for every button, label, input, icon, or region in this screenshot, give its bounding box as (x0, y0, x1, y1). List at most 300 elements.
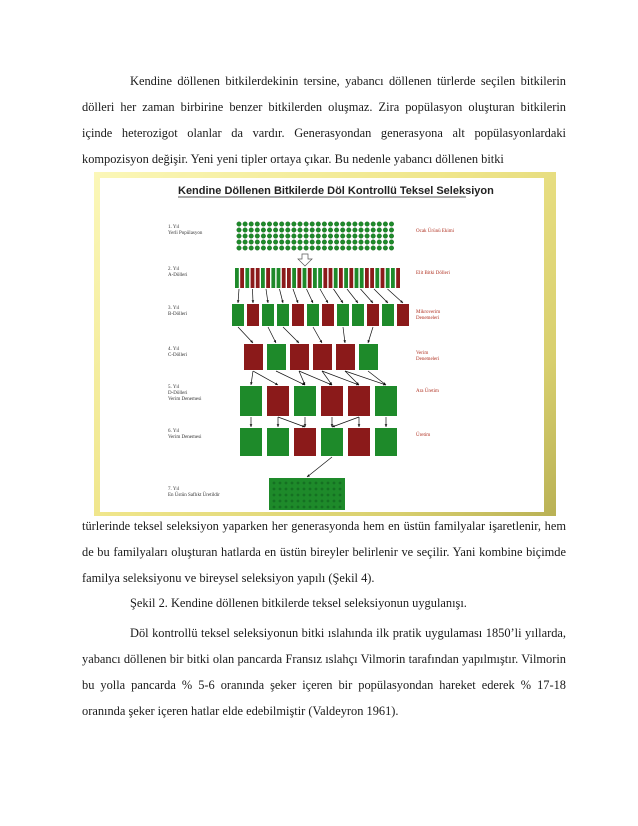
yield-trial-plot (240, 428, 262, 456)
final-block-texture (291, 488, 294, 491)
final-block-texture (333, 494, 336, 497)
a-progeny-row (396, 268, 400, 288)
final-block-texture (273, 494, 276, 497)
population-plant (371, 246, 376, 251)
population-plant (328, 246, 333, 251)
population-plant (261, 222, 266, 227)
population-plant (322, 222, 327, 227)
population-plant (298, 240, 303, 245)
arrow-c-to-d (253, 371, 278, 385)
a-progeny-row (282, 268, 286, 288)
b-progeny-plot (232, 304, 244, 326)
final-block-texture (285, 494, 288, 497)
arrow-d-to-e-head (277, 424, 280, 427)
population-plant (237, 228, 242, 233)
population-plant (359, 222, 364, 227)
stage-label-right: Verim (416, 351, 429, 356)
stage-label-left: Yerli Popülasyon (168, 231, 203, 236)
final-block-texture (339, 494, 342, 497)
population-plant (267, 234, 272, 239)
population-plant (334, 222, 339, 227)
final-block-texture (339, 500, 342, 503)
population-plant (371, 240, 376, 245)
population-plant (237, 234, 242, 239)
b-progeny-plot (277, 304, 289, 326)
final-block-texture (321, 500, 324, 503)
population-plant (243, 234, 248, 239)
population-plant (340, 234, 345, 239)
final-block-texture (315, 482, 318, 485)
final-block-texture (297, 482, 300, 485)
final-block-texture (315, 494, 318, 497)
population-plant (334, 228, 339, 233)
arrow-d-to-e-head (385, 424, 388, 427)
population-plant (353, 234, 358, 239)
d-progeny-plot (321, 386, 343, 416)
final-block-texture (303, 482, 306, 485)
population-plant (328, 222, 333, 227)
a-progeny-row (245, 268, 249, 288)
population-plant (249, 222, 254, 227)
arrow-d-to-e (332, 417, 359, 427)
population-plant (310, 234, 315, 239)
final-block-texture (297, 506, 300, 509)
d-progeny-plot (294, 386, 316, 416)
a-progeny-row (251, 268, 255, 288)
a-progeny-row (349, 268, 353, 288)
stage-label-left: Verim Denemesi (168, 397, 202, 402)
population-plant (353, 222, 358, 227)
b-progeny-plot (397, 304, 409, 326)
final-block-texture (285, 506, 288, 509)
population-plant (383, 240, 388, 245)
population-plant (237, 240, 242, 245)
c-progeny-plot (290, 344, 309, 370)
population-plant (249, 240, 254, 245)
population-plant (340, 246, 345, 251)
population-plant (261, 228, 266, 233)
final-block-texture (291, 482, 294, 485)
population-plant (298, 234, 303, 239)
final-block-texture (309, 500, 312, 503)
final-block-texture (309, 488, 312, 491)
population-plant (377, 222, 382, 227)
population-plant (359, 228, 364, 233)
population-plant (279, 234, 284, 239)
population-plant (359, 246, 364, 251)
a-progeny-row (303, 268, 307, 288)
stage-label-left: 2. Yıl (168, 267, 180, 272)
a-progeny-row (266, 268, 270, 288)
final-block-texture (309, 494, 312, 497)
population-plant (334, 246, 339, 251)
population-plant (371, 222, 376, 227)
final-block-texture (279, 482, 282, 485)
stage-label-left: 7. Yıl (168, 487, 180, 492)
population-plant (310, 228, 315, 233)
selection-arrow-icon (298, 254, 312, 266)
final-block-texture (273, 500, 276, 503)
population-plant (347, 240, 352, 245)
final-block-texture (333, 500, 336, 503)
arrow-b-to-c (283, 327, 299, 343)
stage-label-right: Üretim (416, 433, 431, 438)
arrow-c-to-d (345, 371, 386, 385)
population-plant (304, 222, 309, 227)
population-plant (237, 222, 242, 227)
stage-label-left: Verim Denemesi (168, 435, 202, 440)
population-plant (255, 222, 260, 227)
c-progeny-plot (336, 344, 355, 370)
population-plant (292, 222, 297, 227)
population-plant (322, 228, 327, 233)
population-plant (389, 240, 394, 245)
d-progeny-plot (267, 386, 289, 416)
population-plant (353, 228, 358, 233)
final-block-texture (309, 506, 312, 509)
population-plant (371, 234, 376, 239)
population-plant (273, 234, 278, 239)
stage-label-left: D-Dölleri (168, 391, 188, 396)
a-progeny-row (318, 268, 322, 288)
population-plant (316, 222, 321, 227)
b-progeny-plot (262, 304, 274, 326)
b-progeny-plot (367, 304, 379, 326)
final-block-texture (321, 488, 324, 491)
a-progeny-row (261, 268, 265, 288)
population-plant (237, 246, 242, 251)
final-block-texture (285, 488, 288, 491)
population-plant (304, 228, 309, 233)
final-block-texture (279, 494, 282, 497)
population-plant (249, 234, 254, 239)
stage-label-left: B-Dölleri (168, 312, 188, 317)
arrow-a-to-b (374, 289, 388, 303)
final-block-texture (279, 488, 282, 491)
a-progeny-row (375, 268, 379, 288)
population-plant (316, 228, 321, 233)
c-progeny-plot (267, 344, 286, 370)
d-progeny-plot (240, 386, 262, 416)
d-progeny-plot (348, 386, 370, 416)
final-block-texture (297, 500, 300, 503)
population-plant (286, 240, 291, 245)
population-plant (255, 246, 260, 251)
stage-label-left: C-Dölleri (168, 353, 188, 358)
final-block-texture (273, 506, 276, 509)
population-plant (298, 228, 303, 233)
b-progeny-plot (247, 304, 259, 326)
a-progeny-row (287, 268, 291, 288)
population-plant (316, 240, 321, 245)
final-block-texture (279, 500, 282, 503)
stage-label-left: 6. Yıl (168, 429, 180, 434)
a-progeny-row (292, 268, 296, 288)
a-progeny-row (360, 268, 364, 288)
arrow-d-to-e-head (250, 424, 253, 427)
population-plant (353, 240, 358, 245)
final-block-texture (273, 482, 276, 485)
population-plant (304, 234, 309, 239)
population-plant (304, 240, 309, 245)
a-progeny-row (271, 268, 275, 288)
population-plant (243, 246, 248, 251)
final-block-texture (279, 506, 282, 509)
population-plant (243, 240, 248, 245)
arrow-e-to-final (307, 457, 332, 477)
stage-label-right: Ara Üretim (416, 389, 439, 394)
population-plant (267, 228, 272, 233)
a-progeny-row (370, 268, 374, 288)
population-plant (286, 234, 291, 239)
population-plant (304, 246, 309, 251)
population-plant (286, 228, 291, 233)
population-plant (267, 240, 272, 245)
population-plant (279, 240, 284, 245)
stage-label-right: Denemeleri (416, 357, 440, 362)
population-plant (255, 228, 260, 233)
population-plant (243, 228, 248, 233)
b-progeny-plot (352, 304, 364, 326)
population-plant (359, 240, 364, 245)
population-plant (365, 228, 370, 233)
population-plant (377, 228, 382, 233)
population-plant (292, 234, 297, 239)
paragraph-family-selection: türlerinde teksel seleksiyon yaparken her generasyonda hem en üstün familyalar işaretlenir, hem de bu familyaları oluşturan hatlarda en üstün bireyler belirlenir ve seçilir. Yani kombine biçimde familya seleksiyonu ve bireysel seleksiyon yapılı (Şekil 4). (82, 519, 566, 585)
a-progeny-row (297, 268, 301, 288)
population-plant (255, 240, 260, 245)
population-plant (383, 228, 388, 233)
population-plant (328, 234, 333, 239)
population-plant (273, 228, 278, 233)
figure-caption: Şekil 2. Kendine döllenen bitkilerde teksel seleksiyonun uygulanışı. (130, 596, 467, 610)
population-plant (292, 246, 297, 251)
population-plant (249, 246, 254, 251)
final-block-texture (321, 482, 324, 485)
population-plant (371, 228, 376, 233)
figure-selection-diagram (94, 172, 556, 516)
arrow-a-to-b (361, 289, 374, 303)
final-block-texture (303, 494, 306, 497)
a-progeny-row (344, 268, 348, 288)
arrow-a-to-b-head (296, 300, 298, 303)
b-progeny-plot (322, 304, 334, 326)
final-block-texture (327, 482, 330, 485)
final-block-texture (315, 506, 318, 509)
a-progeny-row (381, 268, 385, 288)
population-plant (267, 246, 272, 251)
population-plant (347, 228, 352, 233)
population-plant (298, 246, 303, 251)
final-block-texture (339, 488, 342, 491)
stage-label-right: Denemeleri (416, 316, 440, 321)
population-plant (383, 222, 388, 227)
population-plant (389, 222, 394, 227)
arrow-c-to-d (368, 371, 386, 385)
a-progeny-row (355, 268, 359, 288)
stage-label-left: 3. Yıl (168, 306, 180, 311)
c-progeny-plot (313, 344, 332, 370)
population-plant (365, 234, 370, 239)
final-block-texture (303, 488, 306, 491)
final-block-texture (297, 488, 300, 491)
population-plant (328, 240, 333, 245)
population-plant (286, 246, 291, 251)
population-plant (243, 222, 248, 227)
population-plant (267, 222, 272, 227)
population-plant (340, 222, 345, 227)
population-plant (273, 222, 278, 227)
population-plant (279, 228, 284, 233)
final-block-texture (327, 500, 330, 503)
final-block-texture (315, 500, 318, 503)
a-progeny-row (308, 268, 312, 288)
population-plant (359, 234, 364, 239)
population-plant (273, 240, 278, 245)
stage-label-right: Elit Bitki Dölleri (416, 271, 450, 276)
population-plant (322, 240, 327, 245)
stage-label-right: Ocak Ürünü Ekimi (416, 229, 455, 234)
population-plant (389, 228, 394, 233)
population-plant (353, 246, 358, 251)
final-block-texture (327, 506, 330, 509)
a-progeny-row (329, 268, 333, 288)
yield-trial-plot (375, 428, 397, 456)
final-block-texture (291, 506, 294, 509)
population-plant (340, 240, 345, 245)
a-progeny-row (365, 268, 369, 288)
stage-label-left: A-Dölleri (168, 273, 188, 278)
final-block-texture (327, 494, 330, 497)
population-plant (310, 222, 315, 227)
a-progeny-row (235, 268, 239, 288)
population-plant (383, 234, 388, 239)
a-progeny-row (386, 268, 390, 288)
c-progeny-plot (244, 344, 263, 370)
b-progeny-plot (292, 304, 304, 326)
a-progeny-row (339, 268, 343, 288)
population-plant (292, 228, 297, 233)
paragraph-intro: Kendine döllenen bitkilerdekinin tersine, yabancı döllenen türlerde seçilen bitkilerin dölleri her zaman birbirine benzer bitkilerden oluşmaz. Zira popülasyon oluşturan bitkilerin içinde heterozigot olanlar da vardır. Generasyondan generasyona alt popülasyonlardaki kompozisyon değişir. Yeni yeni tipler ortaya çıkar. Bu nedenle yabancı döllenen bitki (82, 74, 566, 166)
population-plant (377, 246, 382, 251)
population-plant (334, 240, 339, 245)
population-plant (347, 222, 352, 227)
population-plant (347, 234, 352, 239)
c-progeny-plot (359, 344, 378, 370)
stage-label-right: Mikroverim (416, 310, 441, 315)
population-plant (365, 240, 370, 245)
population-plant (389, 246, 394, 251)
a-progeny-row (277, 268, 281, 288)
final-block-texture (339, 506, 342, 509)
paragraph-vilmorin: Döl kontrollü teksel seleksiyonun bitki ıslahında ilk pratik uygulaması 1850’li yıllarda, yabancı döllenen bir bitki olan pancarda Fransız ıslahçı Vilmorin tarafından yapılmıştır. Vilmorin bu yolla pancarda % 5-6 oranında şeker içeren bir popülasyondan hareket ederek % 17-18 oranında şeker içeren hatlar elde edebilmiştir (Valdeyron 1961). (82, 626, 566, 718)
final-block-texture (321, 506, 324, 509)
population-plant (310, 246, 315, 251)
population-plant (273, 246, 278, 251)
selection-diagram-svg (94, 172, 556, 516)
final-block-texture (339, 482, 342, 485)
population-plant (328, 228, 333, 233)
yield-trial-plot (267, 428, 289, 456)
population-plant (322, 246, 327, 251)
arrow-a-to-b (388, 289, 404, 303)
arrow-d-to-e-head (358, 424, 361, 427)
final-block-texture (333, 482, 336, 485)
final-block-texture (315, 488, 318, 491)
stage-label-left: En Üstün Saflıkt Üretildir (168, 493, 220, 498)
population-plant (322, 234, 327, 239)
final-block-texture (291, 494, 294, 497)
arrow-b-to-c (313, 327, 322, 343)
arrow-a-to-b-head (237, 300, 240, 303)
b-progeny-plot (382, 304, 394, 326)
arrow-d-to-e (278, 417, 305, 427)
final-block-texture (285, 482, 288, 485)
final-block-texture (303, 500, 306, 503)
a-progeny-row (391, 268, 395, 288)
population-plant (377, 234, 382, 239)
stage-label-left: 4. Yıl (168, 347, 180, 352)
final-block-texture (297, 494, 300, 497)
a-progeny-row (240, 268, 244, 288)
population-plant (347, 246, 352, 251)
population-plant (255, 234, 260, 239)
population-plant (286, 222, 291, 227)
population-plant (279, 222, 284, 227)
population-plant (389, 234, 394, 239)
population-plant (298, 222, 303, 227)
arrow-c-to-d (276, 371, 305, 385)
a-progeny-row (334, 268, 338, 288)
stage-label-left: 1. Yıl (168, 225, 180, 230)
arrow-b-to-c (238, 327, 253, 343)
final-block-texture (273, 488, 276, 491)
population-plant (365, 222, 370, 227)
population-plant (279, 246, 284, 251)
population-plant (261, 234, 266, 239)
yield-trial-plot (321, 428, 343, 456)
stage-label-left: 5. Yıl (168, 385, 180, 390)
population-plant (316, 234, 321, 239)
population-plant (383, 246, 388, 251)
final-block-texture (327, 488, 330, 491)
final-block-texture (333, 506, 336, 509)
population-plant (261, 240, 266, 245)
a-progeny-row (256, 268, 260, 288)
population-plant (340, 228, 345, 233)
population-plant (292, 240, 297, 245)
population-plant (310, 240, 315, 245)
final-block-texture (303, 506, 306, 509)
population-plant (249, 228, 254, 233)
population-plant (261, 246, 266, 251)
b-progeny-plot (337, 304, 349, 326)
population-plant (365, 246, 370, 251)
population-plant (334, 234, 339, 239)
yield-trial-plot (294, 428, 316, 456)
final-block-texture (333, 488, 336, 491)
population-plant (316, 246, 321, 251)
population-plant (377, 240, 382, 245)
final-block-texture (291, 500, 294, 503)
figure-title: Kendine Döllenen Bitkilerde Döl Kontrollü Teksel Seleksiyon (178, 185, 494, 197)
d-progeny-plot (375, 386, 397, 416)
a-progeny-row (323, 268, 327, 288)
b-progeny-plot (307, 304, 319, 326)
diagram-content (168, 222, 455, 510)
yield-trial-plot (348, 428, 370, 456)
final-block-texture (285, 500, 288, 503)
